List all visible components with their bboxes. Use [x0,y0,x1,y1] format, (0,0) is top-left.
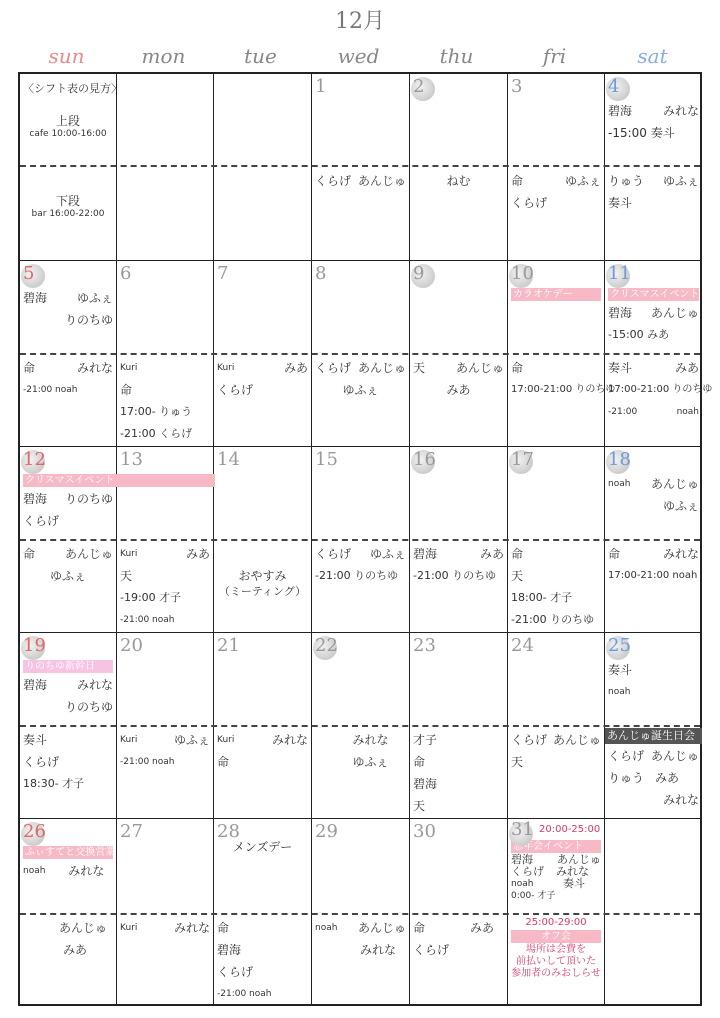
staff-name: みれな [352,733,389,747]
staff-name: 奏斗 [608,196,633,210]
day-cell-16 [410,449,507,537]
staff-name: みれな [556,865,589,878]
day-cell-28 [214,821,311,911]
day-cell-2 [410,76,507,164]
day-cell-19 [20,635,116,723]
day-cell-14 [214,449,311,537]
legend-bottom [20,194,116,254]
staff-name: 17:00-21:00 noah [608,570,698,581]
staff-name: くらげ [511,196,548,210]
day-cell-8 [312,263,409,351]
day-number: 13 [120,449,143,470]
staff-name: りのちゆ [64,700,113,714]
staff-name: あんじゅ [357,361,406,375]
staff-name: 碧海 [217,943,242,957]
staff-name: -21:00 noah [217,989,272,999]
staff-name: 天 [511,755,524,769]
day-number: 20 [120,635,143,656]
staff-name: みれな [173,921,210,935]
shift-bottom-24 [508,729,604,817]
shift-bottom-16 [410,543,507,631]
day-cell-6 [117,263,213,351]
event-banner: ふぃすてと交換営業 [25,847,116,858]
closed-label: おやすみ [238,569,287,583]
day-number: 6 [120,263,132,284]
staff-name: あんじゅ [357,921,406,935]
event-banner: オフ会 [511,930,601,943]
staff-name: あんじゅ [357,174,406,188]
shift-bottom-2 [410,170,507,258]
staff-name: あんじゅ [650,477,699,491]
day-number: 10 [511,263,601,287]
staff-name: 命 [413,755,426,769]
day-cell-20 [117,635,213,723]
staff-name: Kuri [120,549,138,559]
staff-name: 18:30- 才子 [23,777,85,790]
day-number: 1 [315,76,327,97]
staff-name: あんじゅ [557,853,601,866]
staff-name: みれな [76,361,113,375]
day-number: 31 [511,821,539,839]
shift-bottom-13 [117,543,213,631]
staff-name: くらげ [23,755,60,769]
shift-bottom-27 [117,917,213,1005]
day-cell-4 [605,76,702,164]
event-label: メンズデー [232,840,293,854]
calendar-grid [18,72,713,1006]
shift-bottom-3 [508,170,604,258]
day-number: 15 [315,449,338,470]
staff-name: みれな [662,104,699,118]
legend-heading: 〈シフト表の見方〉 [23,82,122,95]
grid-hline [20,818,700,819]
day-number: 11 [608,263,699,287]
staff-name: Kuri [120,363,138,373]
day-cell-3 [508,76,604,164]
shift-bottom-12 [20,543,116,631]
day-number: 4 [608,76,699,100]
grid-hline [20,446,700,447]
day-cell-31 [508,821,604,913]
staff-name: りゅう [608,174,645,188]
day-number: 16 [413,449,504,473]
staff-name: 命 [217,755,230,769]
shift-bottom-30 [410,917,507,1005]
staff-name: 命 [608,547,621,561]
staff-name: Kuri [120,923,138,933]
staff-name: 碧海 [23,291,48,305]
staff-name: 命 [511,174,524,188]
weekday-thu: thu [439,44,474,68]
day-cell-12 [20,449,116,537]
shift-bottom-7 [214,357,311,445]
staff-name: Kuri [217,735,235,745]
shift-bottom-19 [20,729,116,817]
day-cell-10 [508,263,604,351]
staff-name: みれな [76,678,113,692]
staff-name: みあ [185,547,210,561]
staff-name: noah [315,923,338,933]
event-banner: クリスマスイベント [23,474,215,487]
shift-bottom-29 [312,917,409,1005]
staff-name: みれな [359,943,396,957]
weekday-mon: mon [141,44,186,68]
event-banner: 忘年会イベント [511,840,601,853]
staff-name: くらげ [315,361,352,375]
closed-note: （ミーティング） [218,585,307,598]
staff-name: あんじゅ [552,733,601,747]
day-cell-11 [605,263,702,351]
day-cell-26 [20,821,116,911]
staff-name: みれな [662,547,699,561]
staff-name: -21:00 りのちゆ [315,569,399,582]
staff-name: ゆふぇ [369,547,406,561]
staff-name: 天 [413,799,426,813]
staff-name: -21:00 noah [120,757,175,767]
staff-name: 17:00- りゅう [120,405,193,418]
staff-name: くらげ [315,547,352,561]
staff-name: 17:00-21:00 りのちゆ [608,384,713,395]
staff-name: くらげ [217,383,254,397]
staff-name: ゆふぇ [352,755,389,769]
shift-bottom-15 [312,543,409,631]
staff-name: ゆふぇ [173,733,210,747]
day-cell-25 [605,635,702,723]
staff-name: -19:00 才子 [120,591,182,604]
staff-name: ねむ [446,174,471,188]
staff-name: あんじゅ [64,547,113,561]
staff-name: 碧海 [511,853,533,866]
day-number: 14 [217,449,240,470]
staff-name: 碧海 [23,492,48,506]
staff-name: 碧海 [608,306,633,320]
staff-name: 奏斗 [608,361,633,375]
event-note: 参加者のみおしらせ [511,968,601,979]
staff-name: 天 [511,569,524,583]
staff-name: 天 [413,361,426,375]
staff-name: noah [511,879,534,889]
legend-upper-sub: cafe 10:00-16:00 [29,129,107,139]
staff-name: あんじゅ [650,749,699,763]
grid-hline [20,260,700,261]
day-number: 8 [315,263,327,284]
day-number: 19 [23,635,113,659]
shift-bottom-1 [312,170,409,258]
day-cell-13 [117,449,213,537]
staff-name: 命 [413,921,426,935]
staff-name: noah [608,479,631,489]
staff-name: ゆふぇ [662,174,699,188]
staff-name: くらげ [217,965,254,979]
legend-upper: 上段 [55,114,80,128]
staff-name: みれな [68,864,105,878]
staff-name: -21:00 りのちゆ [413,569,497,582]
staff-name: 才子 [413,733,438,747]
staff-name: noah [23,866,46,876]
legend-lower: 下段 [55,194,80,208]
shift-divider [20,165,700,167]
staff-name: あんじゅ [58,921,107,935]
shift-divider [20,353,700,355]
staff-name: みあ [674,361,699,375]
day-number: 26 [23,821,113,845]
shift-bottom-25 [605,727,702,817]
staff-name: 命 [217,921,230,935]
shift-bottom-11 [605,357,713,445]
day-number: 22 [315,635,406,659]
staff-name: りのちゆ [64,313,113,327]
day-cell-21 [214,635,311,723]
staff-name: -15:00 みあ [608,328,670,341]
legend-lower-sub: bar 16:00-22:00 [31,209,105,219]
day-number: 24 [511,635,534,656]
shift-bottom-26 [20,917,116,1005]
event-banner: クリスマスイベント [610,289,700,300]
staff-name: りのちゆ [64,492,113,506]
staff-name: くらげ [511,733,548,747]
weekday-fri: fri [542,44,567,68]
day-number: 7 [217,263,229,284]
staff-name: ゆふぇ [564,174,601,188]
shift-divider [20,539,700,541]
day-number: 29 [315,821,338,842]
staff-name: 命 [511,361,524,375]
staff-name: 天 [120,569,133,583]
shift-bottom-6 [117,357,213,445]
staff-name: noah [608,687,631,697]
day-number: 5 [23,263,113,287]
shift-bottom-22 [312,729,409,817]
day-number: 12 [23,449,113,473]
day-number: 21 [217,635,240,656]
staff-name: 奏斗 [23,733,48,747]
staff-name: ゆふぇ [662,499,699,513]
staff-name: みれな [271,733,308,747]
day-number: 3 [511,76,523,97]
weekday-tue: tue [244,44,277,68]
staff-name: くらげ [315,174,352,188]
staff-name: ゆふぇ [76,291,113,305]
shift-divider [20,725,700,727]
day-cell-23 [410,635,507,723]
legend-top [20,78,122,164]
day-number: 23 [413,635,436,656]
day-cell-7 [214,263,311,351]
shift-bottom-18 [605,543,702,631]
staff-name: 奏斗 [563,877,585,890]
staff-name: 碧海 [23,678,48,692]
day-cell-24 [508,635,604,723]
staff-name: noah [676,407,699,417]
day-cell-22 [312,635,409,723]
day-number: 28 [217,821,240,842]
shift-bottom-20 [117,729,213,817]
staff-name: 碧海 [413,777,438,791]
staff-name: -21:00 noah [23,385,78,395]
staff-name: 命 [23,547,36,561]
shift-bottom-17 [508,543,604,631]
staff-name: みれな [662,793,699,807]
month-title: 12月 [335,9,385,34]
staff-name: -21:00 noah [120,615,175,625]
day-number: 30 [413,821,436,842]
day-cell-30 [410,821,507,911]
day-number: 17 [511,449,601,473]
staff-name: -15:00 奏斗 [608,126,675,140]
staff-name: 命 [23,361,36,375]
staff-name: みあ [446,383,471,397]
staff-name: くらげ [23,514,60,528]
shift-bottom-31 [508,917,604,1005]
staff-name: みあ [469,921,494,935]
day-number: 25 [608,635,699,659]
day-cell-5 [20,263,116,351]
event-banner: カラオケデー [511,288,601,301]
staff-name: 18:00- 才子 [511,591,573,604]
day-cell-29 [312,821,409,911]
event-note: 前払いして頂いた [516,956,596,967]
shift-bottom-14 [214,543,311,631]
shift-bottom-4 [605,170,702,258]
day-number: 9 [413,263,504,287]
staff-name: 奏斗 [608,663,633,677]
staff-name: くらげ [511,865,544,878]
staff-name: りゅう [608,771,645,785]
staff-name: みあ [283,361,308,375]
day-number: 27 [120,821,143,842]
staff-name: 0:00- 才子 [511,891,556,901]
staff-name: ゆふぇ [49,569,86,583]
staff-name: 命 [511,547,524,561]
day-number: 18 [608,449,699,473]
staff-name: Kuri [120,735,138,745]
staff-name: Kuri [217,363,235,373]
weekday-sat: sat [637,44,668,68]
day-cell-9 [410,263,507,351]
day-cell-17 [508,449,604,537]
staff-name: 碧海 [608,104,633,118]
shift-bottom-21 [214,729,311,817]
shift-bottom-28 [214,917,311,1005]
day-cell-1 [312,76,409,164]
event-note: 場所は会費を [526,944,586,955]
day-cell-27 [117,821,213,911]
event-time: 20:00-25:00 [539,824,601,835]
shift-bottom-10 [508,357,616,445]
staff-name: 17:00-21:00 りのちゆ [511,384,616,395]
grid-hline [20,632,700,633]
staff-name: くらげ [413,943,450,957]
shift-divider [20,913,700,915]
shift-bottom-23 [410,729,507,817]
weekday-wed: wed [337,44,380,68]
staff-name: -21:00 くらげ [120,427,193,440]
staff-name: 命 [120,383,133,397]
staff-name: -21:00 りのちゆ [511,613,595,626]
day-cell-15 [312,449,409,537]
weekday-sun: sun [48,44,85,68]
day-cell-18 [605,449,702,537]
event-banner: りのちゆ新幹日 [23,660,113,673]
shift-bottom-8 [312,357,409,445]
shift-bottom-5 [20,357,116,445]
staff-name: ゆふぇ [342,383,379,397]
event-time: 25:00-29:00 [525,917,587,928]
staff-name: あんじゅ [455,361,504,375]
staff-name: あんじゅ [650,306,699,320]
staff-name: -21:00 [608,407,638,417]
staff-name: みあ [62,943,87,957]
event-banner: あんじゅ誕生日会 [605,728,702,744]
day-number: 2 [413,76,504,100]
staff-name: みあ [654,771,679,785]
staff-name: 碧海 [413,547,438,561]
staff-name: みあ [479,547,504,561]
shift-bottom-9 [410,357,507,445]
staff-name: くらげ [608,749,645,763]
